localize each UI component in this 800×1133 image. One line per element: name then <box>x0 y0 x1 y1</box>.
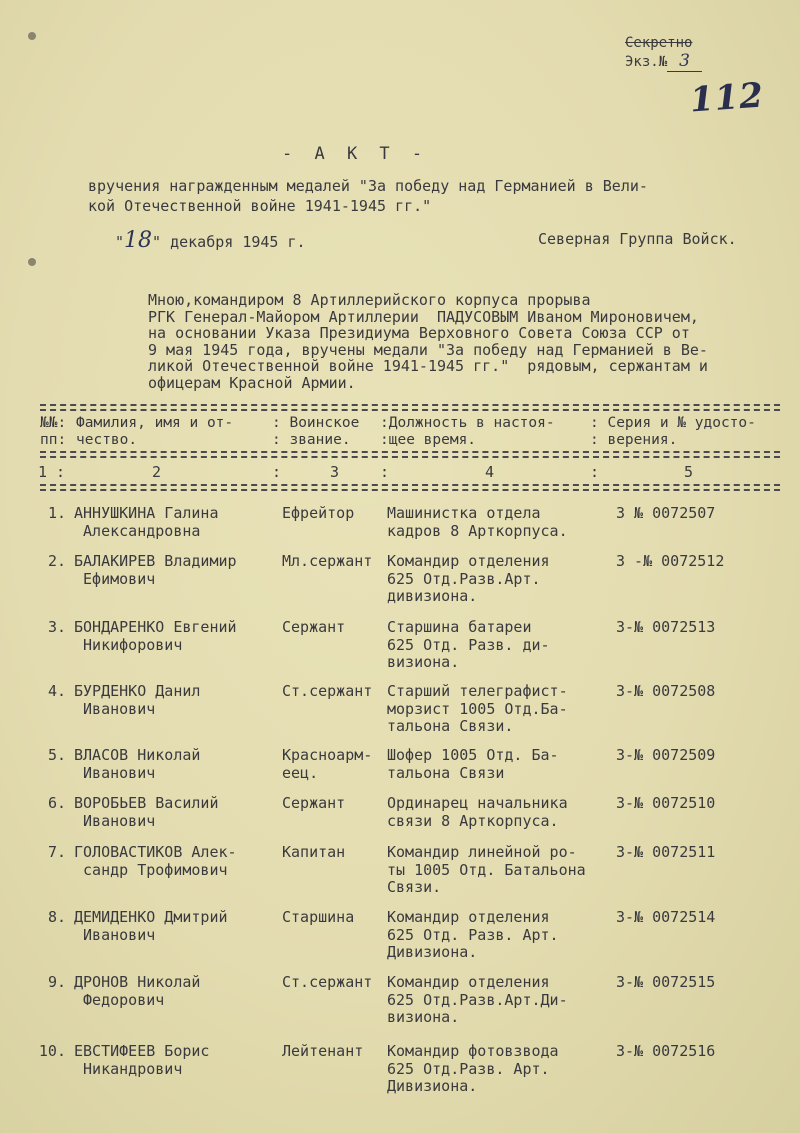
row-certificate-serial: З № 0072507 <box>616 504 716 522</box>
row-number: 7. <box>47 843 66 861</box>
row-rank: Мл.сержант <box>282 552 373 570</box>
row-number: 4. <box>47 682 66 700</box>
row-rank: Капитан <box>282 843 346 861</box>
row-full-name: АННУШКИНА Галина Александровна <box>74 504 219 540</box>
row-number: 8. <box>47 908 66 926</box>
row-rank: Ст.сержант <box>282 973 373 991</box>
row-position: Шофер 1005 Отд. Ба- тальона Связи <box>387 746 559 782</box>
column-number: 3 <box>330 463 340 481</box>
row-certificate-serial: З-№ 0072510 <box>616 794 716 812</box>
row-position: Командир отделения 625 Отд. Разв. Арт. Дивизиона. <box>387 908 559 961</box>
header-position: :Должность в настоя- :щее время. <box>380 415 555 448</box>
row-full-name: ДЕМИДЕНКО Дмитрий Иванович <box>74 908 228 944</box>
date-prefix: " <box>115 233 125 251</box>
row-position: Командир отделения 625 Отд.Разв.Арт.Ди- визиона. <box>387 973 568 1026</box>
row-number: 2. <box>47 552 66 570</box>
copy-label: Экз.№ <box>625 54 668 70</box>
copy-number: 3 <box>667 51 702 72</box>
row-rank: Лейтенант <box>282 1042 364 1060</box>
row-number: 9. <box>47 973 66 991</box>
column-number: 2 <box>152 463 162 481</box>
row-number: 5. <box>47 746 66 764</box>
column-number: : <box>380 463 390 481</box>
header-serial: : Серия и № удосто- : верения. <box>590 415 756 448</box>
column-number: 5 <box>684 463 694 481</box>
row-certificate-serial: З-№ 0072516 <box>616 1042 716 1060</box>
column-number: : <box>590 463 600 481</box>
row-number: 6. <box>47 794 66 812</box>
row-rank: Сержант <box>282 794 346 812</box>
row-position: Командир фотовзвода 625 Отд.Разв. Арт. Дивизиона. <box>387 1042 559 1095</box>
row-number: 10. <box>38 1042 66 1060</box>
place-of-issue: Северная Группа Войск. <box>538 230 737 248</box>
row-full-name: ДРОНОВ Николай Федорович <box>74 973 201 1009</box>
row-rank: Сержант <box>282 618 346 636</box>
row-certificate-serial: З-№ 0072513 <box>616 618 716 636</box>
row-full-name: БОНДАРЕНКО Евгений Никифорович <box>74 618 237 654</box>
row-certificate-serial: З-№ 0072514 <box>616 908 716 926</box>
header-name: Фамилия, имя и от- чество. <box>76 415 234 448</box>
row-full-name: БУРДЕНКО Данил Иванович <box>74 682 201 718</box>
row-number: 3. <box>47 618 66 636</box>
punch-hole <box>28 32 36 40</box>
column-number: 1 : <box>38 463 66 481</box>
document-subtitle: вручения награжденным медалей "За победу над Германией в Вели- кой Отечественной войне 1941-1945 гг." <box>88 177 648 215</box>
row-rank: Ефрейтор <box>282 504 355 522</box>
row-position: Ординарец начальника связи 8 Арткорпуса. <box>387 794 568 830</box>
column-number: 4 <box>485 463 495 481</box>
row-certificate-serial: З-№ 0072515 <box>616 973 716 991</box>
row-position: Старший телеграфист- морзист 1005 Отд.Ба- тальона Связи. <box>387 682 568 735</box>
row-number: 1. <box>47 504 66 522</box>
document-title: - А К Т - <box>282 144 429 164</box>
date-line <box>115 228 306 253</box>
column-number: : <box>272 463 282 481</box>
column-number-rule <box>40 484 780 491</box>
header-num: №№: пп: <box>40 415 67 448</box>
row-position: Командир отделения 625 Отд.Разв.Арт. дивизиона. <box>387 552 550 605</box>
row-full-name: БАЛАКИРЕВ Владимир Ефимович <box>74 552 237 588</box>
folio-number: 112 <box>688 75 766 121</box>
classification-stamp <box>625 34 702 71</box>
row-certificate-serial: З-№ 0072509 <box>616 746 716 764</box>
copy-number-line <box>625 52 702 71</box>
row-position: Командир линейной ро- ты 1005 Отд. Батальона Связи. <box>387 843 586 896</box>
row-position: Старшина батареи 625 Отд. Разв. ди- визиона. <box>387 618 550 671</box>
row-rank: Красноарм- еец. <box>282 746 373 782</box>
table-top-rule <box>40 404 780 411</box>
row-full-name: ЕВСТИФЕЕВ Борис Никандрович <box>74 1042 210 1078</box>
row-rank: Ст.сержант <box>282 682 373 700</box>
row-certificate-serial: З-№ 0072511 <box>616 843 716 861</box>
header-rank: : Воинское : звание. <box>272 415 360 448</box>
header-bottom-rule <box>40 451 780 458</box>
row-full-name: ВОРОБЬЕВ Василий Иванович <box>74 794 219 830</box>
body-paragraph: Мною,командиром 8 Артиллерийского корпуса прорыва РГК Генерал-Майором Артиллерии ПАДУСОВЫМ Иваном Мироновичем, на основании Указа Президиума Верховного Совета Союза ССР от 9 мая 1945 года, вручены медали "За победу над Германией в Ве- ликой Отечественной войне 1941-1945 гг." рядовым, сержантам и офицерам Красной Армии. <box>148 291 708 392</box>
row-full-name: ГОЛОВАСТИКОВ Алек- сандр Трофимович <box>74 843 237 879</box>
row-rank: Старшина <box>282 908 355 926</box>
row-certificate-serial: З -№ 0072512 <box>616 552 725 570</box>
date-rest: " декабря 1945 г. <box>152 233 306 251</box>
punch-hole <box>28 258 36 266</box>
row-position: Машинистка отдела кадров 8 Арткорпуса. <box>387 504 568 540</box>
row-certificate-serial: З-№ 0072508 <box>616 682 716 700</box>
date-day: 18 <box>124 228 153 253</box>
classification-label: Секретно <box>625 35 693 51</box>
row-full-name: ВЛАСОВ Николай Иванович <box>74 746 201 782</box>
